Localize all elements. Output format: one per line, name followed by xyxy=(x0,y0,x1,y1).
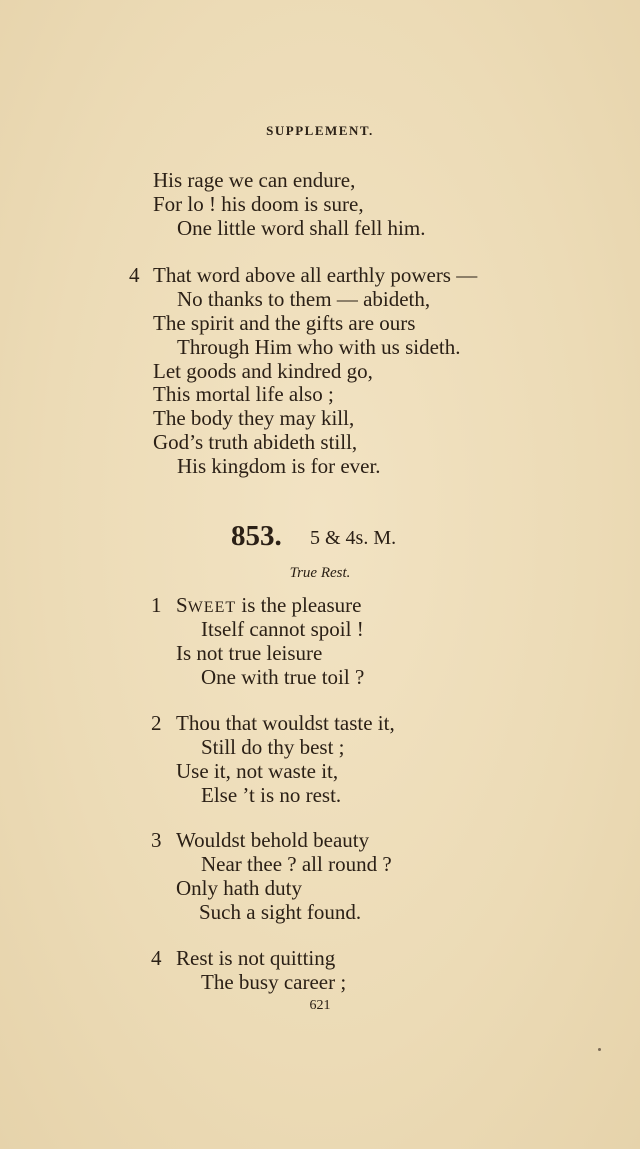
hymn-meter: 5 & 4s. M. xyxy=(310,527,397,549)
verse-number: 2 xyxy=(151,711,162,735)
verse-line: His rage we can endure, xyxy=(153,168,356,192)
verse-line: Else ’t is no rest. xyxy=(201,783,342,807)
hymn-title: True Rest. xyxy=(289,565,351,581)
hymn-number: 853. xyxy=(231,520,282,552)
paper-speck xyxy=(598,1048,601,1051)
verse-line: God’s truth abideth still, xyxy=(153,430,358,454)
verse-line: Wouldst behold beauty xyxy=(176,828,370,852)
verse-number: 3 xyxy=(151,828,162,852)
verse-line: Near thee ? all round ? xyxy=(201,852,392,876)
verse-number: 1 xyxy=(151,593,162,617)
verse-line: No thanks to them — abideth, xyxy=(177,287,431,311)
verse-line: Thou that wouldst taste it, xyxy=(176,711,395,735)
drop-word-rest: WEET xyxy=(187,599,237,616)
verse-line: Is not true leisure xyxy=(176,641,323,665)
verse-line: For lo ! his doom is sure, xyxy=(153,192,364,216)
verse-line: This mortal life also ; xyxy=(153,382,334,406)
verse-line: His kingdom is for ever. xyxy=(177,454,381,478)
verse-line: One little word shall fell him. xyxy=(177,216,426,240)
verse-line: One with true toil ? xyxy=(201,665,365,689)
first-line-rest: is the pleasure xyxy=(236,593,362,617)
verse-line: Rest is not quitting xyxy=(176,946,336,970)
drop-word-initial: S xyxy=(176,593,188,617)
verse-line: Still do thy best ; xyxy=(201,735,345,759)
verse-line: That word above all earthly powers — xyxy=(153,263,478,287)
verse-line: The spirit and the gifts are ours xyxy=(153,311,416,335)
page-number: 621 xyxy=(309,998,331,1013)
verse-first-line xyxy=(176,595,361,616)
verse-line: Use it, not waste it, xyxy=(176,759,339,783)
verse-number: 4 xyxy=(151,946,162,970)
verse-line: The busy career ; xyxy=(201,970,347,994)
verse-line: Itself cannot spoil ! xyxy=(201,617,364,641)
verse-line: Through Him who with us sideth. xyxy=(177,335,461,359)
running-header: SUPPLEMENT. xyxy=(266,123,374,138)
verse-number: 4 xyxy=(129,263,140,287)
verse-line: The body they may kill, xyxy=(153,406,355,430)
verse-line: Such a sight found. xyxy=(199,900,362,924)
verse-line: Let goods and kindred go, xyxy=(153,359,373,383)
verse-line: Only hath duty xyxy=(176,876,302,900)
